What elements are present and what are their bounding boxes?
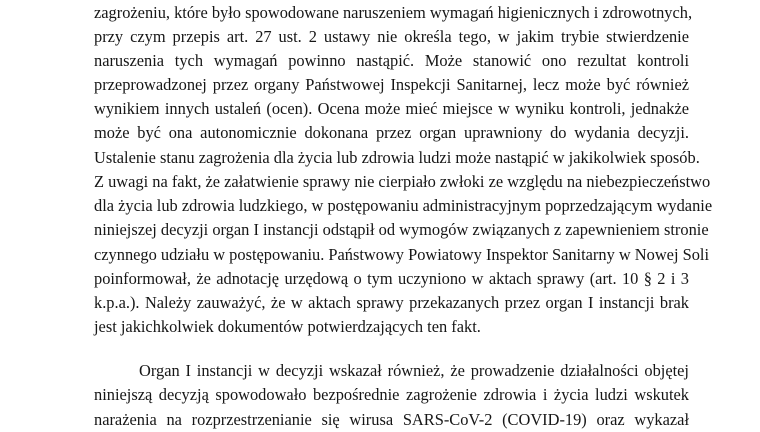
text-line-partial: narażenia na rozprzestrzenianie się wirusa SARS-CoV-2 (COVID-19) oraz wykazał: [94, 410, 689, 429]
text-line: Ustalenie stanu zagrożenia dla życia lub zdrowia ludzi może nastąpić w jakikolwiek sposób.: [94, 148, 700, 167]
text-line: k.p.a.). Należy zauważyć, że w aktach sprawy przekazanych przez organ I instancji brak: [94, 293, 689, 312]
text-line: niniejszą decyzją spowodowało bezpośrednie zagrożenie zdrowia i życia ludzi wskutek: [94, 385, 689, 404]
text-line: Z uwagi na fakt, że załatwienie sprawy nie cierpiało zwłoki ze względu na niebezpieczeństwo: [94, 172, 711, 191]
text-line: naruszenia tych wymagań powinno nastąpić. Może stanowić ono rezultat kontroli: [94, 51, 689, 70]
text-line: jest jakichkolwiek dokumentów potwierdzających ten fakt.: [94, 317, 481, 336]
text-line: czynnego udziału w postępowaniu. Państwowy Powiatowy Inspektor Sanitarny w Nowej Soli: [94, 245, 710, 264]
text-line: Organ I instancji w decyzji wskazał również, że prowadzenie działalności objętej: [139, 361, 689, 380]
text-line: może być ona autonomicznie dokonana przez organ uprawniony do wydania decyzji.: [94, 123, 689, 142]
text-line: dla życia lub zdrowia ludzkiego, w postępowaniu administracyjnym poprzedzającym wydanie: [94, 196, 713, 215]
text-line: wynikiem innych ustaleń (ocen). Ocena może mieć miejsce w wyniku kontroli, jednakże: [94, 99, 689, 118]
text-line: niniejszej decyzji organ I instancji odstąpił od wymogów związanych z zapewnieniem stronie: [94, 220, 709, 239]
text-line: przy czym przepis art. 27 ust. 2 ustawy nie określa tego, w jakim trybie stwierdzenie: [94, 27, 689, 46]
text-line: przeprowadzonej przez organy Państwowej Inspekcji Sanitarnej, lecz może być również: [94, 75, 689, 94]
text-line: poinformował, że adnotację urzędową o tym uczyniono w aktach sprawy (art. 10 § 2 i 3: [94, 269, 689, 288]
text-line: zagrożeniu, które było spowodowane naruszeniem wymagań higienicznych i zdrowotnych,: [94, 3, 693, 22]
